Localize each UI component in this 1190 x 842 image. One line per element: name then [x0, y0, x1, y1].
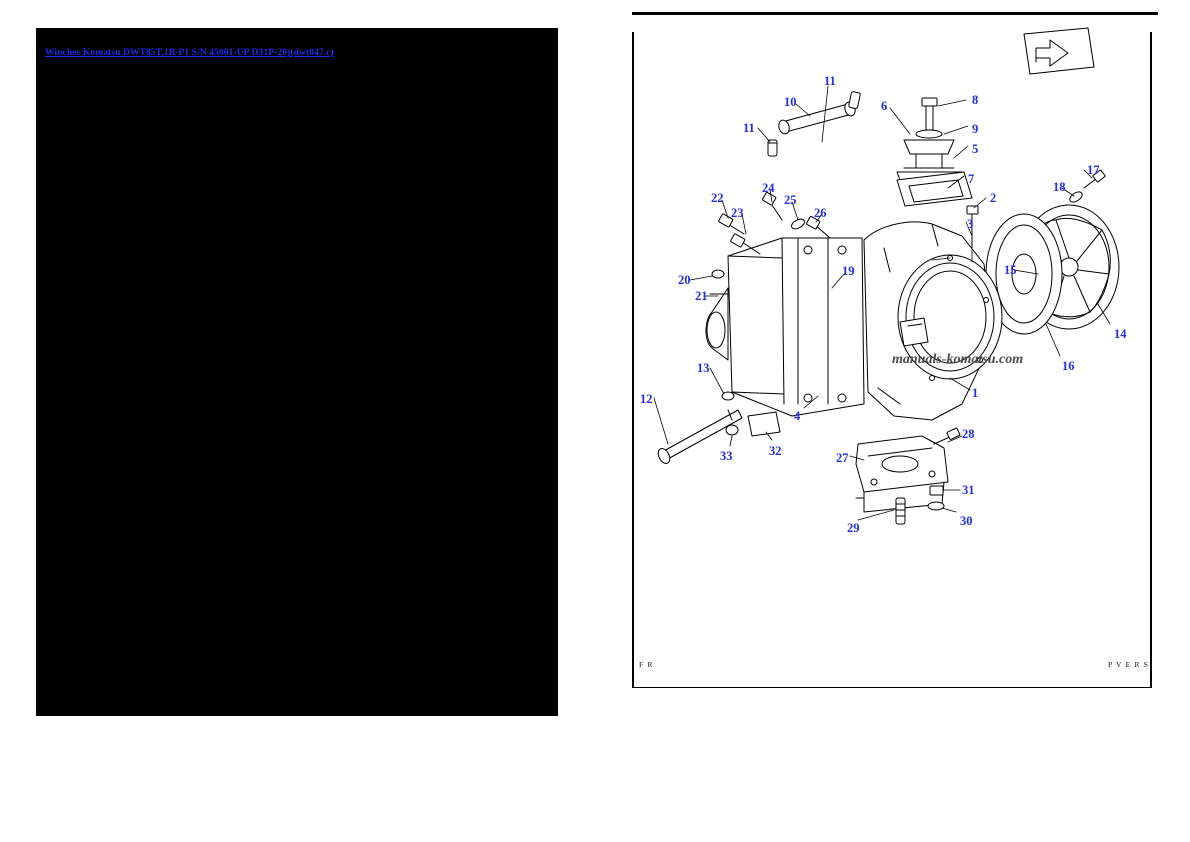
callout-4: 4 [794, 409, 801, 423]
callout-10: 10 [784, 95, 797, 109]
callout-27: 27 [836, 451, 849, 465]
callout-14: 14 [1114, 327, 1127, 341]
callout-8: 8 [972, 93, 979, 107]
part-20-washer [712, 270, 724, 278]
callout-5: 5 [972, 142, 979, 156]
callout-16: 16 [1062, 359, 1075, 373]
part-8-bolt [922, 98, 937, 130]
callout-22: 22 [711, 191, 724, 205]
callout-30: 30 [960, 514, 973, 528]
corner-code-right: P V E R S [1108, 660, 1150, 669]
callout-13: 13 [697, 361, 710, 375]
watermark-text: manuals-komatsu.com [892, 352, 1024, 367]
corner-code-left: F R [639, 660, 654, 669]
callout-11: 11 [824, 74, 836, 88]
callout-31: 31 [962, 483, 975, 497]
callout-20: 20 [678, 273, 691, 287]
callout-11: 11 [743, 121, 755, 135]
part-32-plate [748, 412, 780, 436]
part-18-washer [1068, 190, 1084, 205]
callout-21: 21 [695, 289, 708, 303]
part-29-stud [896, 498, 905, 524]
part-31-nut [930, 486, 944, 495]
callout-26: 26 [814, 206, 827, 220]
callout-25: 25 [784, 193, 797, 207]
diagram-artwork [632, 12, 1158, 690]
callout-23: 23 [731, 206, 744, 220]
part-1-housing [864, 222, 1002, 420]
part-9-washer [916, 130, 942, 138]
left-black-panel [36, 28, 558, 716]
part-6-bracket [904, 140, 954, 168]
callout-24: 24 [762, 181, 775, 195]
callout-19: 19 [842, 264, 855, 278]
callout-3: 3 [967, 217, 974, 231]
callout-32: 32 [769, 444, 782, 458]
part-30-washer [928, 502, 944, 510]
exploded-parts-diagram [632, 12, 1158, 690]
part-11-pin-right [848, 91, 860, 109]
part-19-case [706, 238, 864, 416]
diagram-panel [632, 12, 1158, 690]
callout-9: 9 [972, 122, 979, 136]
callout-2: 2 [990, 191, 997, 205]
fwd-marker [1024, 28, 1094, 74]
part-28-bolt [934, 428, 960, 444]
callout-1: 1 [972, 386, 979, 400]
callout-15: 15 [1004, 263, 1017, 277]
callout-29: 29 [847, 521, 860, 535]
callout-18: 18 [1053, 180, 1066, 194]
callout-7: 7 [968, 172, 975, 186]
callout-28: 28 [962, 427, 975, 441]
callout-33: 33 [720, 449, 733, 463]
part-33-nut [726, 425, 738, 435]
callout-12: 12 [640, 392, 653, 406]
callout-6: 6 [881, 99, 888, 113]
part-24-bolt [762, 192, 782, 220]
part-title-link[interactable]: Winches Komatsu DWT85T,1B-P1 S/N 45001-UP D31P-20)(dwt047.c) [45, 48, 334, 58]
part-11-pin-left [768, 140, 777, 156]
callout-17: 17 [1087, 163, 1100, 177]
